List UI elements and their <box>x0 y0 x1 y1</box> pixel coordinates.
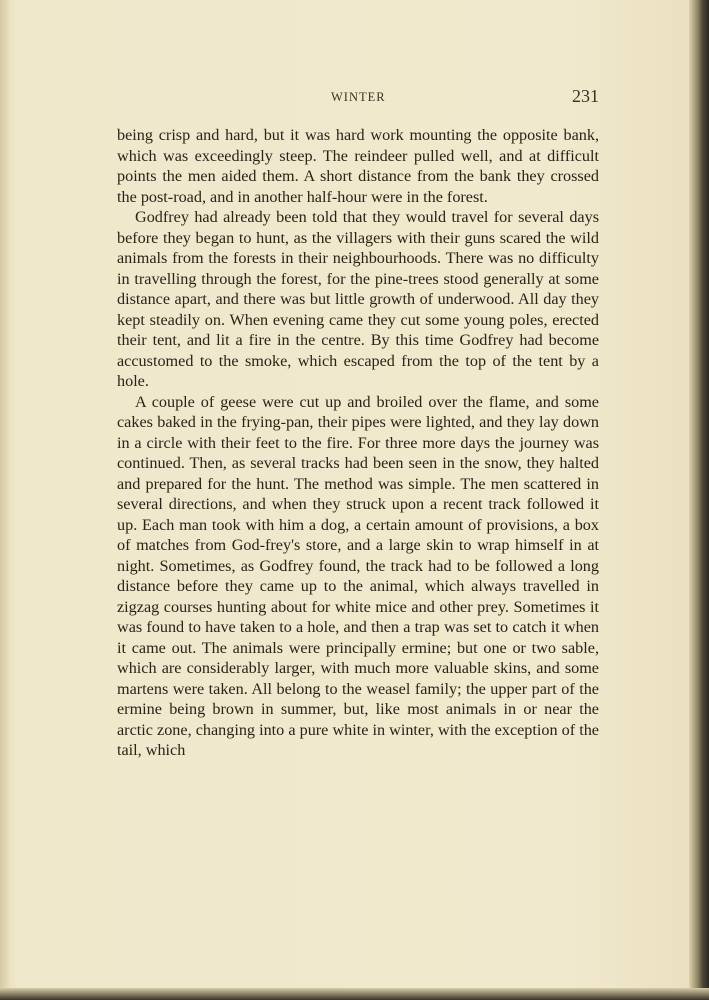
running-head: WINTER <box>331 90 386 104</box>
paragraph-2: Godfrey had already been told that they would travel for several days before they began to hunt, as the villagers with their guns scared the wild animals from the forests in their neighbourhoods. There was no difficulty in travelling through the forest, for the pine-trees stood generally at some distance apart, and there was but little growth of underwood. All day they kept steadily on. When evening came they cut some young poles, erected their tent, and lit a fire in the centre. By this time Godfrey had become accustomed to the smoke, which escaped from the top of the tent by a hole. <box>117 208 599 390</box>
paragraph-1: being crisp and hard, but it was hard work mounting the opposite bank, which was exceedingly steep. The reindeer pulled well, and at difficult points the men aided them. A short distance from the bank they crossed the post-road, and in another half-hour were in the forest. <box>117 126 599 206</box>
page-left-edge <box>0 0 10 1000</box>
body-text <box>117 125 599 761</box>
page-bottom-edge <box>0 988 709 1000</box>
paragraph-3: A couple of geese were cut up and broiled over the flame, and some cakes baked in the frying-pan, their pipes were lighted, and they lay down in a circle with their feet to the fire. For three more days the journey was continued. Then, as several tracks had been seen in the snow, they halted and prepared for the hunt. The method was simple. The men scattered in several directions, and when they struck upon a recent track followed it up. Each man took with him a dog, a certain amount of provisions, a box of matches from God-frey's store, and a large skin to wrap himself in at night. Sometimes, as Godfrey found, the track had to be followed a long distance before they came up to the animal, which always travelled in zigzag courses hunting about for white mice and other prey. Sometimes it was found to have taken to a hole, and then a trap was set to catch it when it came out. The animals were principally ermine; but one or two sable, which are considerably larger, with much more valuable skins, and some martens were taken. All belong to the weasel family; the upper part of the ermine being brown in summer, but, like most animals in or near the arctic zone, changing into a pure white in winter, with the exception of the tail, which <box>117 392 599 759</box>
page-header <box>117 86 599 112</box>
book-spine-shadow <box>689 0 709 1000</box>
page-number: 231 <box>572 86 599 106</box>
